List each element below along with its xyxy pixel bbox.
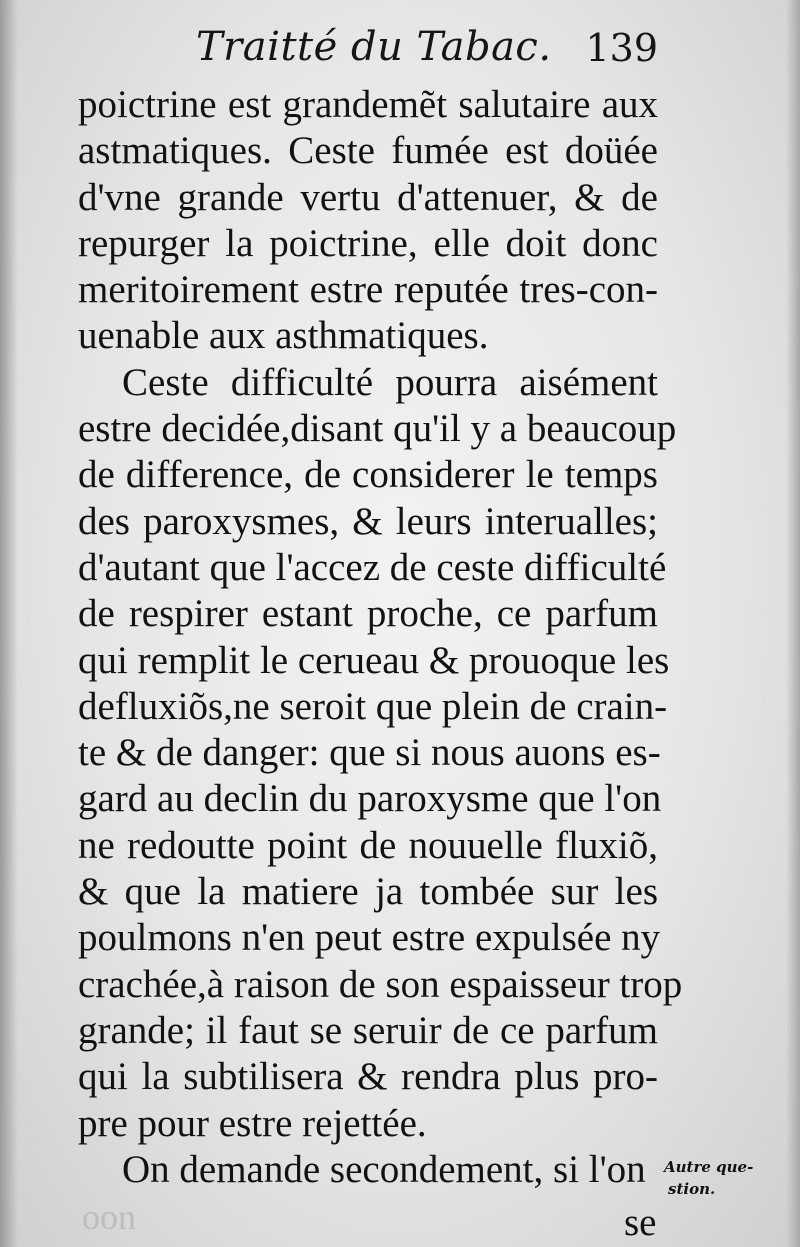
margin-note-line: Autre que- xyxy=(664,1158,754,1176)
text-line: poictrine est grandemẽt salutaire aux xyxy=(78,83,658,126)
text-line: d'vne grande vertu d'attenuer, & de xyxy=(78,175,658,219)
page-edge-shadow-left xyxy=(0,0,18,1247)
text-line: repurger la poictrine, elle doit donc xyxy=(78,221,658,265)
text-line: te & de danger: que si nous auons es- xyxy=(78,731,661,775)
bleed-through-text: oon xyxy=(82,1197,136,1237)
text-line: de difference, de considerer le temps xyxy=(78,453,658,497)
text-line: grande; il faut se seruir de ce parfum xyxy=(78,1008,658,1052)
page-edge-shadow-right xyxy=(786,0,800,1247)
margin-note xyxy=(664,1156,788,1200)
page-number: 139 xyxy=(585,26,658,70)
text-line: uenable aux asthmatiques. xyxy=(78,314,489,358)
text-line: & que la matiere ja tombée sur les xyxy=(78,870,658,914)
text-line: qui la subtilisera & rendra plus pro- xyxy=(78,1055,658,1099)
text-line: qui remplit le cerueau & prouoque les xyxy=(78,638,670,682)
catchword: se xyxy=(624,1201,657,1244)
text-line: pre pour estre rejettée. xyxy=(78,1101,427,1145)
text-line: des paroxysmes, & leurs interualles; xyxy=(78,499,658,543)
text-line: defluxiõs,ne seroit que plein de crain- xyxy=(78,684,668,728)
text-line: crachée,à raison de son espaisseur trop xyxy=(78,962,683,1006)
page-header xyxy=(78,22,658,82)
running-title: Traitté du Tabac. xyxy=(196,24,552,70)
text-line: On demande secondement, si l'on xyxy=(122,1147,646,1191)
body-text xyxy=(78,82,683,1193)
text-line: poulmons n'en peut estre expulsée ny xyxy=(78,916,661,960)
text-line: astmatiques. Ceste fumée est doüée xyxy=(78,129,658,173)
text-line: meritoirement estre reputée tres-con- xyxy=(78,268,658,312)
text-line: Ceste difficulté pourra aisément xyxy=(122,360,658,404)
text-line: estre decidée,disant qu'il y a beaucoup xyxy=(78,407,677,451)
margin-note-line: stion. xyxy=(668,1180,716,1198)
text-line: ne redoutte point de nouuelle fluxiõ, xyxy=(78,823,658,867)
text-line: gard au declin du paroxysme que l'on xyxy=(78,777,662,821)
text-line: d'autant que l'accez de ceste difficulté xyxy=(78,545,667,589)
text-line: de respirer estant proche, ce parfum xyxy=(78,592,658,636)
